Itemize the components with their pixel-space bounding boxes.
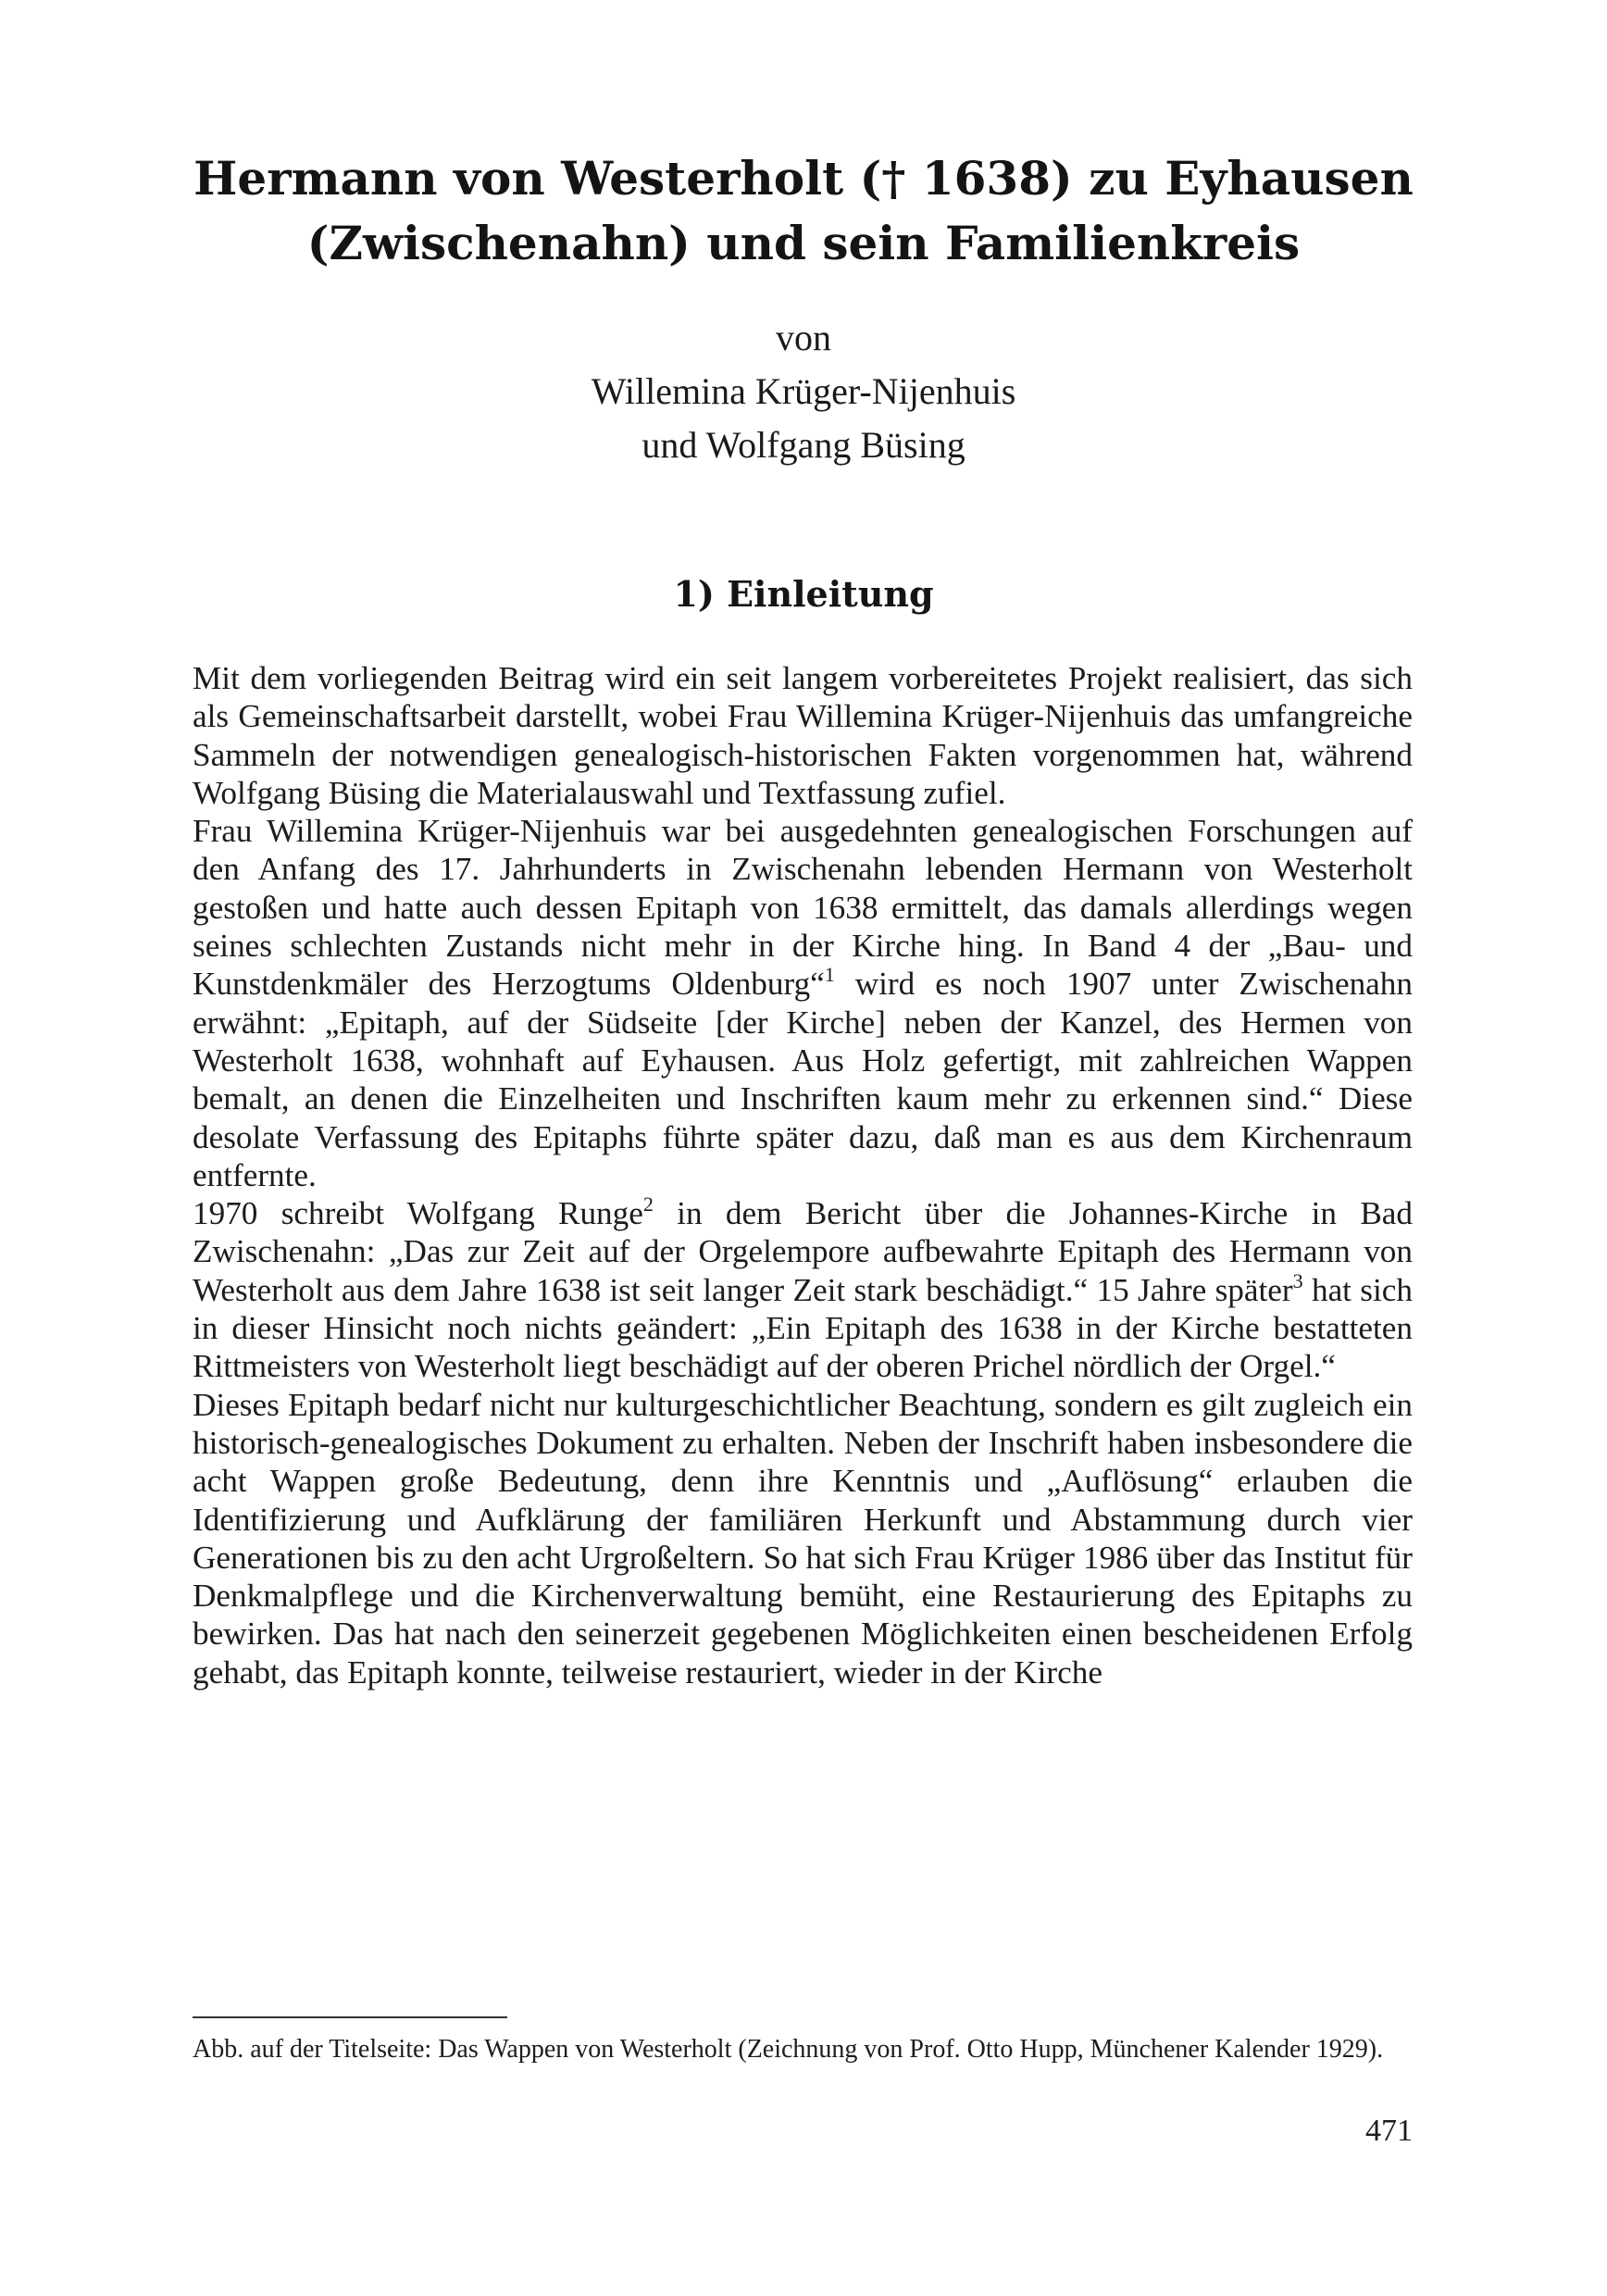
paragraph-2-text-a: Frau Willemina Krüger-Nijenhuis war bei ausgedehnten genealogischen Forschungen auf den Anfang des 17. Jahrhunderts in Zwischenahn lebenden Hermann von Westerholt gestoßen und hatte auch dessen Epitaph von 1638 ermittelt, das damals allerdings wegen seines schlechten Zustands nicht mehr in der Kirche hing. In Band 4 der „Bau- und Kunstdenkmäler des Herzogtums Oldenburg“ <box>193 813 1413 1003</box>
paragraph-3-text-b: in dem Bericht über die Johannes-Kirche in Bad Zwischenahn: „Das zur Zeit auf der Orgelempore aufbewahrte Epitaph des Hermann von Westerholt aus dem Jahre 1638 ist seit langer Zeit stark beschädigt.“ 15 Jahre später <box>193 1195 1413 1308</box>
paragraph-2-text-b: wird es noch 1907 unter Zwischenahn erwähnt: „Epitaph, auf der Südseite [der Kirche] neben der Kanzel, des Hermen von Westerholt 1638, wohnhaft auf Eyhausen. Aus Holz gefertigt, mit zahlreichen Wappen bemalt, an denen die Einzelheiten und Inschriften kaum mehr zu erkennen sind.“ Diese desolate Verfassung des Epitaphs führte später dazu, daß man es aus dem Kirchenraum entfernte. <box>193 966 1413 1193</box>
footnote-text: Abb. auf der Titelseite: Das Wappen von Westerholt (Zeichnung von Prof. Otto Hupp, Münchener Kalender 1929). <box>193 2035 1384 2064</box>
author-name-1: Willemina Krüger-Nijenhuis <box>591 370 1016 412</box>
author-name-2: und Wolfgang Büsing <box>642 424 965 466</box>
paragraph-1: Mit dem vorliegenden Beitrag wird ein seit langem vorbereitetes Projekt realisiert, das sich als Gemeinschaftsarbeit darstellt, wobei Frau Willemina Krüger-Nijenhuis das umfangreiche Sammeln der notwendigen genealogisch-historischen Fakten vorgenommen hat, während Wolfgang Büsing die Materialauswahl und Textfassung zufiel. <box>193 660 1413 811</box>
author-byline <box>139 311 1468 472</box>
paragraph-3-text-c: hat sich in dieser Hinsicht noch nichts geändert: „Ein Epitaph des 1638 in der Kirche bestatteten Rittmeisters von Westerholt liegt beschädigt auf der oberen Prichel nördlich der Orgel.“ <box>193 1271 1413 1385</box>
footnote-ref-1: 1 <box>824 963 835 987</box>
title-line-1: Hermann von Westerholt († 1638) zu Eyhausen <box>193 151 1414 206</box>
footnote-ref-3: 3 <box>1292 1268 1303 1292</box>
paragraph-3-text-a: 1970 schreibt Wolfgang Runge <box>193 1195 643 1232</box>
footnote-ref-2: 2 <box>642 1192 654 1217</box>
footnote-divider <box>193 2016 507 2018</box>
article-title <box>139 146 1468 276</box>
byline-von: von <box>776 317 831 358</box>
paragraph-3 <box>193 1194 1413 1385</box>
paragraph-4: Dieses Epitaph bedarf nicht nur kulturgeschichtlicher Beachtung, sondern es gilt zugleich ein historisch-genealogisches Dokument zu erhalten. Neben der Inschrift haben insbesondere die acht Wappen große Bedeutung, denn ihre Kenntnis und „Auflösung“ erlauben die Identifizierung und Aufklärung der familiären Herkunft und Abstammung durch vier Generationen bis zu den acht Urgroßeltern. So hat sich Frau Krüger 1986 über das Institut für Denkmalpflege und die Kirchenverwaltung bemüht, eine Restaurierung des Epitaphs zu bewirken. Das hat nach den seinerzeit gegebenen Möglichkeiten einen bescheidenen Erfolg gehabt, das Epitaph konnte, teilweise restauriert, wieder in der Kirche <box>193 1386 1413 1691</box>
article-body <box>193 659 1413 1691</box>
section-heading: 1) Einleitung <box>673 573 934 615</box>
page-number: 471 <box>1365 2114 1413 2148</box>
title-line-2: (Zwischenahn) und sein Familienkreis <box>306 216 1301 270</box>
paragraph-2 <box>193 812 1413 1194</box>
